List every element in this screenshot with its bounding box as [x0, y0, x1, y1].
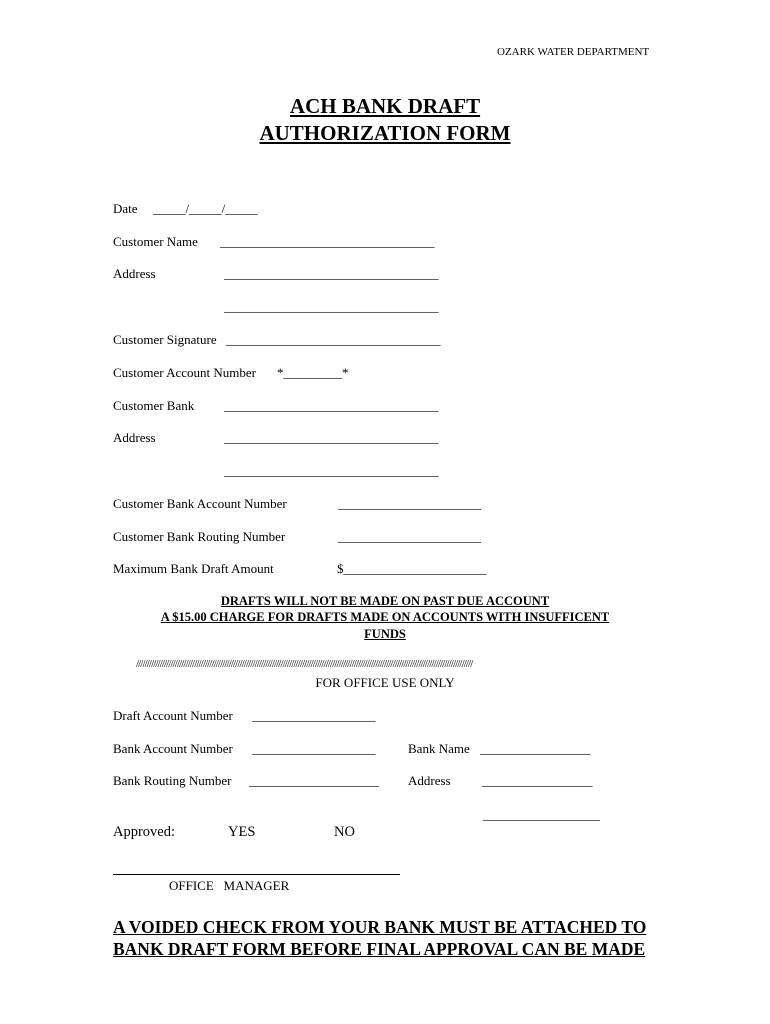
customer-name-field[interactable]: _________________________________ — [220, 234, 435, 249]
notice-funds: FUNDS — [364, 627, 406, 641]
signature-field[interactable]: _________________________________ — [226, 332, 441, 347]
account-number-field[interactable]: *_________* — [277, 365, 349, 380]
approved-yes[interactable]: YES — [228, 824, 256, 840]
office-address-label: Address — [408, 773, 451, 788]
date-field[interactable]: _____/_____/_____ — [153, 201, 258, 216]
notice-past-due: DRAFTS WILL NOT BE MADE ON PAST DUE ACCOUNT — [220, 594, 550, 608]
office-address-field-1[interactable]: _________________ — [482, 773, 593, 788]
notice-charge: A $15.00 CHARGE FOR DRAFTS MADE ON ACCOUNTS WITH INSUFFICENT — [160, 610, 610, 624]
office-manager-label: OFFICE MANAGER — [169, 878, 290, 893]
customer-bank-field[interactable]: _________________________________ — [224, 398, 439, 413]
office-routing-label: Bank Routing Number — [113, 773, 232, 788]
customer-bank-label: Customer Bank — [113, 398, 195, 413]
office-bank-account-field[interactable]: ___________________ — [252, 741, 376, 756]
bank-account-number-field[interactable]: ______________________ — [338, 496, 481, 511]
bank-address-label: Address — [113, 430, 156, 445]
office-use-heading: FOR OFFICE USE ONLY — [315, 675, 455, 690]
max-amount-field[interactable]: $______________________ — [337, 561, 487, 576]
bank-address-field-2[interactable]: _________________________________ — [224, 463, 439, 478]
bank-name-label: Bank Name — [408, 741, 470, 756]
approved-no[interactable]: NO — [334, 824, 355, 840]
draft-account-field[interactable]: ___________________ — [252, 708, 376, 723]
manager-signature-line[interactable] — [113, 874, 400, 875]
customer-name-label: Customer Name — [113, 234, 198, 249]
department-name: OZARK WATER DEPARTMENT — [497, 46, 650, 58]
form-title-line2: AUTHORIZATION FORM — [259, 121, 511, 145]
account-number-label: Customer Account Number — [113, 365, 256, 380]
voided-check-notice: A VOIDED CHECK FROM YOUR BANK MUST BE ATTACHED TO BANK DRAFT FORM BEFORE FINAL APPROVAL CAN BE MADE — [113, 917, 647, 959]
approved-label: Approved: — [113, 824, 176, 840]
draft-account-label: Draft Account Number — [113, 708, 233, 723]
routing-number-label: Customer Bank Routing Number — [113, 529, 286, 544]
routing-number-field[interactable]: ______________________ — [338, 529, 481, 544]
address-field-2[interactable]: _________________________________ — [224, 299, 439, 314]
bank-account-number-label: Customer Bank Account Number — [113, 496, 287, 511]
address-label: Address — [113, 266, 156, 281]
form-title-line1: ACH BANK DRAFT — [289, 94, 481, 118]
date-label: Date — [113, 201, 138, 216]
office-routing-field[interactable]: ____________________ — [249, 773, 379, 788]
bank-name-field[interactable]: _________________ — [480, 741, 591, 756]
signature-label: Customer Signature — [113, 332, 217, 347]
max-amount-label: Maximum Bank Draft Amount — [113, 561, 274, 576]
office-bank-account-label: Bank Account Number — [113, 741, 233, 756]
bank-address-field-1[interactable]: _________________________________ — [224, 430, 439, 445]
office-address-field-2[interactable]: __________________ — [483, 807, 600, 822]
office-separator: //////////////////////////////////////////////////////////////////////////////////////////////////////////////////////////////////////////////////////////// — [136, 659, 473, 670]
address-field-1[interactable]: _________________________________ — [224, 266, 439, 281]
